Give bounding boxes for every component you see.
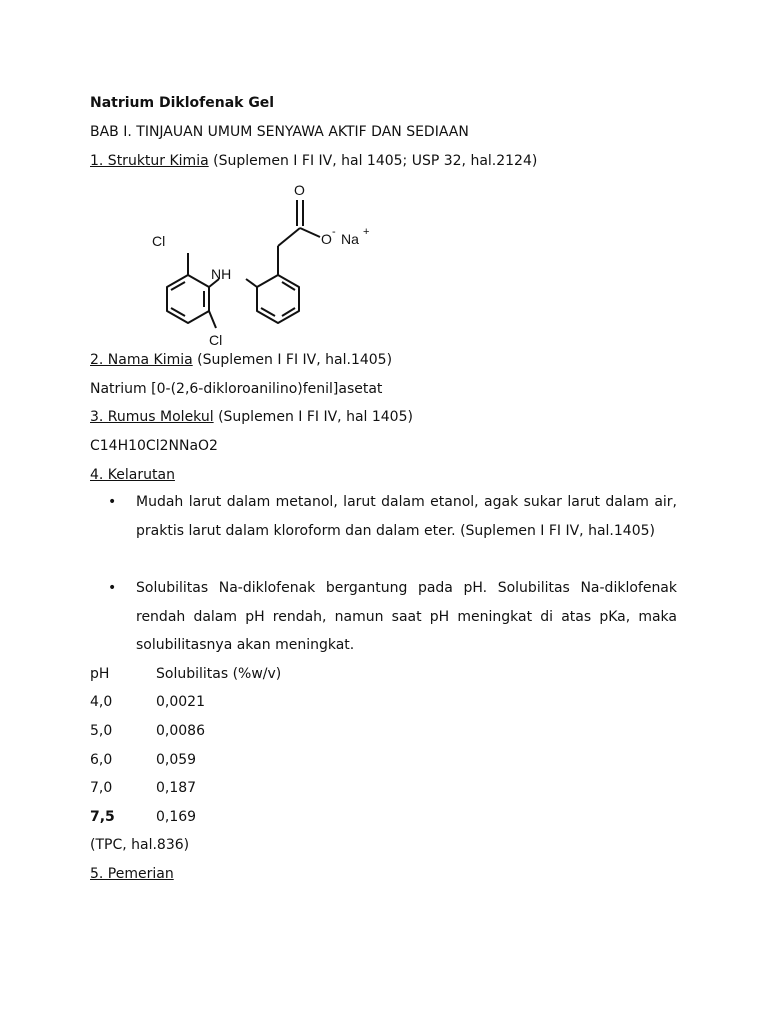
section-reference: (Suplemen I FI IV, hal 1405) [213, 409, 413, 425]
chemical-structure-diagram [118, 178, 388, 353]
chlorine-bottom-label: Cl [209, 332, 223, 348]
ph-cell: 4,0 [90, 694, 113, 710]
charge-plus-label: + [363, 226, 370, 238]
nh-label: NH [211, 266, 232, 282]
table-reference: (TPC, hal.836) [90, 837, 190, 853]
charge-minus-label: - [332, 226, 336, 238]
oxygen-top-label: O [294, 182, 305, 198]
section-heading: 2. Nama Kimia [90, 352, 193, 368]
bullet-icon: • [108, 580, 117, 596]
sodium-label: Na [341, 231, 359, 247]
column-header-solubility: Solubilitas (%w/v) [156, 666, 282, 682]
bullet-icon: • [108, 494, 117, 510]
ph-cell: 6,0 [90, 752, 113, 768]
section-nama-kimia [90, 351, 392, 369]
solubility-cell: 0,059 [156, 752, 197, 768]
section-struktur-kimia [90, 152, 537, 170]
column-header-ph: pH [90, 666, 110, 682]
molecular-formula: C14H10Cl2NNaO2 [90, 438, 218, 454]
document-title: Natrium Diklofenak Gel [90, 95, 275, 111]
ph-cell: 7,5 [90, 809, 115, 825]
list-item-text: Solubilitas Na-diklofenak bergantung pada pH. Solubilitas Na-diklofenak rendah dalam pH rendah, namun saat pH meningkat di atas pKa, maka solubilitasnya akan meningkat. [136, 580, 677, 653]
section-kelarutan: 4. Kelarutan [90, 467, 175, 483]
solubility-cell: 0,169 [156, 809, 197, 825]
chapter-heading: BAB I. TINJAUAN UMUM SENYAWA AKTIF DAN SEDIAAN [90, 124, 469, 140]
solubility-cell: 0,0021 [156, 694, 205, 710]
ph-cell: 7,0 [90, 780, 113, 796]
section-heading: 1. Struktur Kimia [90, 153, 209, 169]
solubility-cell: 0,0086 [156, 723, 205, 739]
ph-cell: 5,0 [90, 723, 113, 739]
oxygen-anion-label: O [321, 231, 332, 247]
chlorine-top-label: Cl [152, 233, 166, 249]
solubility-cell: 0,187 [156, 780, 197, 796]
list-item-text: Mudah larut dalam metanol, larut dalam etanol, agak sukar larut dalam air, praktis larut dalam kloroform dan dalam eter. (Suplemen I FI IV, hal.1405) [136, 494, 677, 539]
chemical-name: Natrium [0-(2,6-dikloroanilino)fenil]asetat [90, 381, 383, 397]
section-heading: 3. Rumus Molekul [90, 409, 214, 425]
section-pemerian: 5. Pemerian [90, 866, 174, 882]
section-rumus-molekul [90, 408, 413, 426]
section-reference: (Suplemen I FI IV, hal.1405) [192, 352, 393, 368]
section-reference: (Suplemen I FI IV, hal 1405; USP 32, hal.2124) [208, 153, 538, 169]
